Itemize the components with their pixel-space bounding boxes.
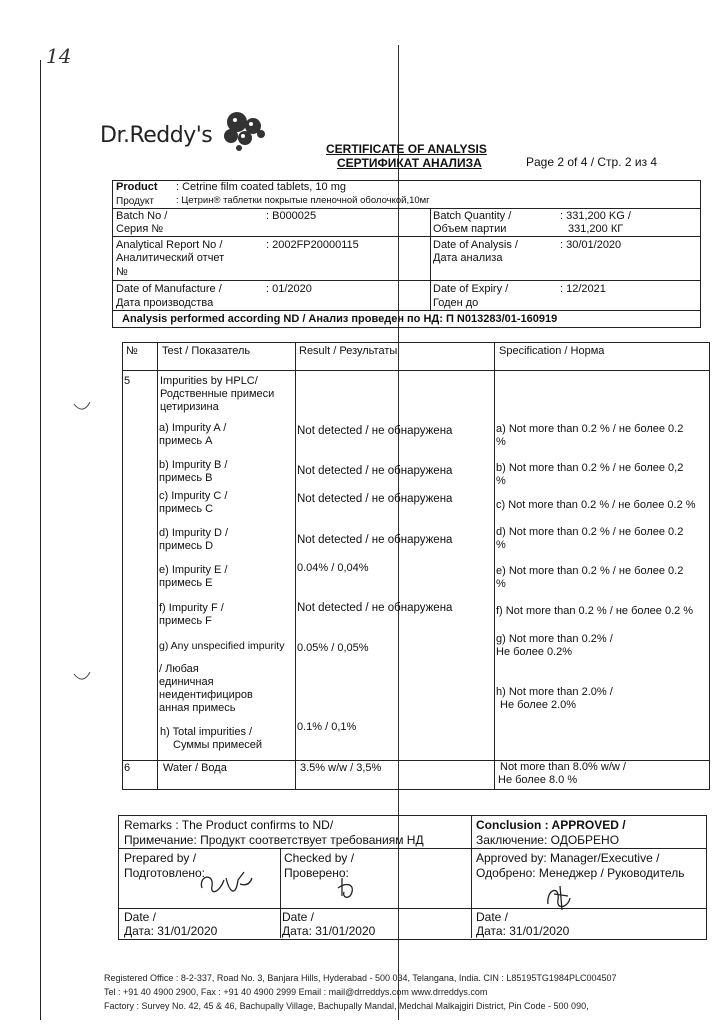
total-impurities-test-1: h) Total impurities / <box>160 726 253 738</box>
checked-by-en: Checked by / <box>284 851 355 865</box>
impurity-f-spec-1: f) Not more than 0.2 % / не более 0.2 % <box>496 605 694 617</box>
checked-date-label: Date / <box>282 910 315 924</box>
batch-no-label-ru: Серия № <box>116 223 164 235</box>
mfg-value: : 01/2020 <box>266 283 312 295</box>
info-divider <box>112 208 700 209</box>
remarks-divider <box>118 908 706 909</box>
impurity-d-test-1: d) Impurity D / <box>159 527 229 539</box>
prepared-date-label: Date / <box>124 910 157 924</box>
footer-line-2: Tel : +91 40 4900 2900, Fax : +91 40 4900 2999 Email : mail@drreddys.com www.drreddys.com <box>104 987 488 997</box>
col-header-no: № <box>126 345 138 357</box>
row5-title-1: Impurities by HPLC/ <box>160 375 258 387</box>
expiry-label-en: Date of Expiry / <box>433 283 509 295</box>
total-impurities-result: 0.1% / 0,1% <box>297 721 357 733</box>
impurity-c-result: Not detected / не обнаружена <box>297 493 453 505</box>
impurity-b-test-2: примесь B <box>159 472 213 484</box>
table-header-divider <box>122 370 709 371</box>
impurity-f-test-2: примесь F <box>159 615 212 627</box>
prepared-date-value: Дата: 31/01/2020 <box>124 924 218 938</box>
batch-no-label-en: Batch No / <box>116 210 168 222</box>
page-indicator: Page 2 of 4 / Стр. 2 из 4 <box>526 155 658 169</box>
impurity-c-test-2: примесь C <box>159 503 214 515</box>
row5-no: 5 <box>124 375 131 387</box>
impurity-g-spec-2: Не более 0.2% <box>496 646 573 658</box>
analysis-date-value: : 30/01/2020 <box>560 239 622 251</box>
impurity-g-spec-1: g) Not more than 0.2% / <box>496 633 613 645</box>
preparer-signature <box>196 866 256 900</box>
impurity-a-test-1: a) Impurity A / <box>159 422 227 434</box>
impurity-d-spec-1: d) Not more than 0.2 % / не более 0.2 <box>496 526 684 538</box>
info-divider <box>112 280 700 281</box>
impurity-c-test-1: c) Impurity C / <box>159 490 228 502</box>
total-impurities-spec-2: Не более 2.0% <box>500 699 577 711</box>
impurity-g-result: 0.05% / 0,05% <box>297 642 369 654</box>
mfg-label-ru: Дата производства <box>116 297 214 309</box>
impurity-a-spec-2: % <box>496 436 506 448</box>
product-value-ru: : Цетрин® таблетки покрытые пленочной оболочкой,10мг <box>176 195 430 206</box>
batch-no-value: : B000025 <box>266 210 317 222</box>
table-col-divider <box>494 342 495 789</box>
margin-mark <box>72 400 92 414</box>
conclusion-en: Conclusion : APPROVED / <box>476 818 626 832</box>
impurity-e-test-1: e) Impurity E / <box>159 564 228 576</box>
margin-mark <box>72 670 92 684</box>
batch-qty-label-en: Batch Quantity / <box>433 210 512 222</box>
checked-by-ru: Проверено: <box>284 866 349 880</box>
checked-date-value: Дата: 31/01/2020 <box>282 924 376 938</box>
total-impurities-test-2: Суммы примесей <box>173 739 263 751</box>
expiry-label-ru: Годен до <box>433 297 479 309</box>
remarks-col-divider <box>471 815 472 938</box>
title-ru: СЕРТИФИКАТ АНАЛИЗА <box>337 156 482 170</box>
info-divider-v <box>430 208 431 310</box>
footer-line-1: Registered Office : 8-2-337, Road No. 3, Banjara Hills, Hyderabad - 500 034, Telangana, India. CIN : L85195TG1984PLC004507 <box>104 973 617 983</box>
impurity-a-test-2: примесь A <box>159 435 213 447</box>
approved-by-en: Approved by: Manager/Executive / <box>476 851 660 865</box>
impurity-g-test-3: единичная <box>159 676 214 688</box>
row5-title-3: цетиризина <box>160 401 219 413</box>
impurity-b-spec-2: % <box>496 475 506 487</box>
info-divider <box>112 310 700 311</box>
analysis-date-label-en: Date of Analysis / <box>433 239 518 251</box>
col-header-test: Test / Показатель <box>162 345 251 357</box>
row6-no: 6 <box>124 762 131 774</box>
row6-test: Water / Вода <box>163 762 227 774</box>
impurity-g-test-5: анная примесь <box>159 702 236 714</box>
impurity-e-result: 0.04% / 0,04% <box>297 562 369 574</box>
table-col-divider <box>295 342 296 789</box>
impurity-e-spec-1: e) Not more than 0.2 % / не более 0.2 <box>496 565 684 577</box>
row6-spec-2: Не более 8.0 % <box>498 774 578 786</box>
impurity-b-test-1: b) Impurity B / <box>159 459 228 471</box>
impurity-g-test-2: / Любая <box>159 663 199 675</box>
checker-signature <box>336 874 360 902</box>
brand-logo-text: Dr.Reddy's <box>100 123 213 148</box>
remarks-en: Remarks : The Product confirms to ND/ <box>124 818 334 832</box>
info-divider <box>112 236 700 237</box>
col-header-spec: Specification / Норма <box>499 345 605 357</box>
approver-signature <box>540 880 580 914</box>
impurity-b-result: Not detected / не обнаружена <box>297 465 453 477</box>
approved-date-label: Date / <box>476 910 509 924</box>
impurity-a-result: Not detected / не обнаружена <box>297 425 453 437</box>
impurity-d-spec-2: % <box>496 539 506 551</box>
report-label-ru-2: № <box>116 266 128 278</box>
report-label-ru-1: Аналитический отчет <box>116 252 225 264</box>
impurity-g-test-1: g) Any unspecified impurity <box>159 640 285 652</box>
impurity-c-spec-1: c) Not more than 0.2 % / не более 0.2 % <box>496 499 696 511</box>
mfg-label-en: Date of Manufacture / <box>116 283 222 295</box>
conclusion-ru: Заключение: ОДОБРЕНО <box>476 833 620 847</box>
impurity-g-test-4: неидентифициров <box>159 689 253 701</box>
report-label-en: Analytical Report No / <box>116 239 223 251</box>
row5-title-2: Родственные примеси <box>160 388 275 400</box>
table-col-divider <box>157 342 158 789</box>
batch-qty-value-1: : 331,200 KG / <box>560 210 631 222</box>
remarks-col-divider <box>280 848 281 938</box>
product-value-en: : Cetrine film coated tablets, 10 mg <box>176 181 346 193</box>
title-en: CERTIFICATE OF ANALYSIS <box>326 142 487 156</box>
analysis-date-label-ru: Дата анализа <box>433 252 503 264</box>
row6-result: 3.5% w/w / 3,5% <box>300 762 382 774</box>
remarks-divider <box>118 848 706 849</box>
footer-line-3: Factory : Survey No. 42, 45 & 46, Bachupally Village, Bachupally Mandal, Medchal Malkajgiri District, Pin Code - 500 090, <box>104 1001 589 1011</box>
margin-line <box>40 60 41 1020</box>
impurity-d-test-2: примесь D <box>159 540 214 552</box>
prepared-by-en: Prepared by / <box>124 851 197 865</box>
batch-qty-label-ru: Объем партии <box>433 223 507 235</box>
product-label-en: Product <box>116 181 158 193</box>
brand-logo-icon <box>217 108 269 152</box>
expiry-value: : 12/2021 <box>560 283 606 295</box>
impurity-f-test-1: f) Impurity F / <box>159 602 224 614</box>
approved-by-ru: Одобрено: Менеджер / Руководитель <box>476 866 685 880</box>
analysis-basis: Analysis performed according ND / Анализ проведен по НД: П N013283/01-160919 <box>122 313 558 325</box>
report-value: : 2002FP20000115 <box>266 239 359 251</box>
remarks-ru: Примечание: Продукт соответствует требованиям НД <box>124 833 424 847</box>
approved-date-value: Дата: 31/01/2020 <box>476 924 570 938</box>
impurity-e-test-2: примесь E <box>159 577 213 589</box>
batch-qty-value-2: 331,200 КГ <box>568 223 624 235</box>
impurity-e-spec-2: % <box>496 578 506 590</box>
impurity-d-result: Not detected / не обнаружена <box>297 534 453 546</box>
impurity-b-spec-1: b) Not more than 0.2 % / не более 0,2 <box>496 462 684 474</box>
impurity-a-spec-1: a) Not more than 0.2 % / не более 0.2 <box>496 423 684 435</box>
prepared-by-ru: Подготовлено: <box>124 866 206 880</box>
handwritten-page-number: 14 <box>46 44 72 68</box>
total-impurities-spec-1: h) Not more than 2.0% / <box>496 686 613 698</box>
impurity-f-result: Not detected / не обнаружена <box>297 602 453 614</box>
product-label-ru: Продукт <box>116 196 154 207</box>
col-header-result: Result / Результаты <box>299 345 398 357</box>
row6-spec-1: Not more than 8.0% w/w / <box>500 761 626 773</box>
